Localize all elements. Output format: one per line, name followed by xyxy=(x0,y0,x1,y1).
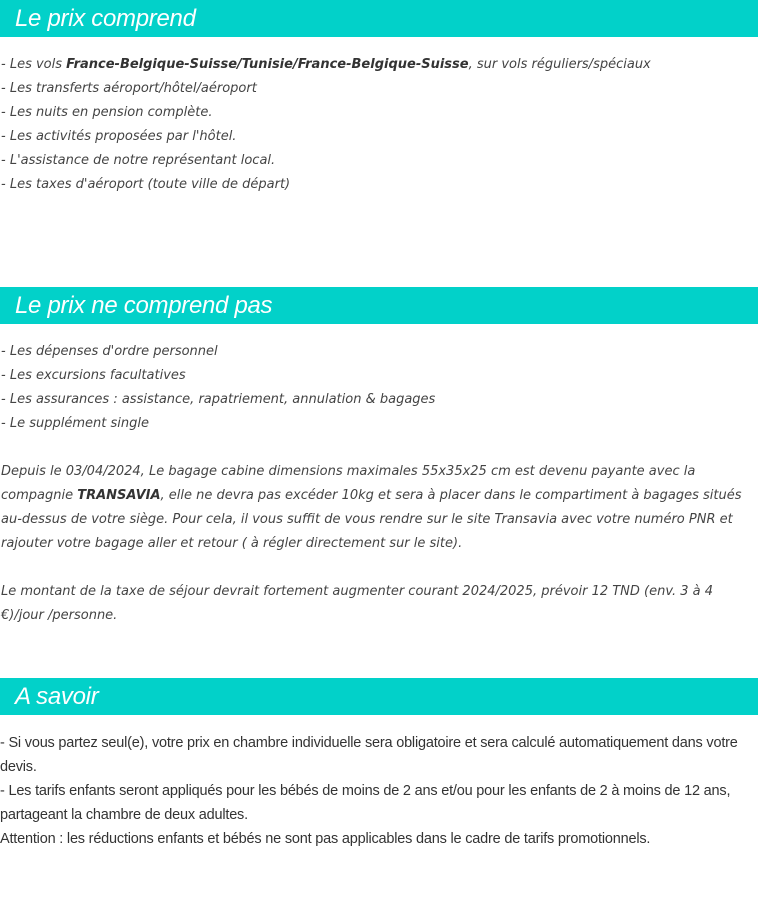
included-item: - Les transferts aéroport/hôtel/aéroport xyxy=(1,81,257,96)
baggage-airline: TRANSAVIA xyxy=(77,488,161,503)
baggage-suffix: , elle ne devra pas excéder 10kg et sera à placer dans le compartiment à bagages situés au-dessus de votre siège. Pour cela, il vous suffit de vous rendre sur le site Transavia avec votre numéro PNR et rajouter votre bagage aller et retour ( à régler directement sur le site). xyxy=(1,488,742,551)
included-item-flights xyxy=(1,53,757,77)
excluded-list xyxy=(1,340,757,436)
a-savoir-line: - Si vous partez seul(e), votre prix en chambre individuelle sera obligatoire et sera calculé automatiquement dans votre devis. xyxy=(0,735,738,775)
included-item: - Les nuits en pension complète. xyxy=(1,105,213,120)
section-heading-a-savoir: A savoir xyxy=(0,678,758,715)
a-savoir-text xyxy=(0,731,758,851)
a-savoir-line: Attention : les réductions enfants et bébés ne sont pas applicables dans le cadre de tarifs promotionnels. xyxy=(0,831,651,847)
flights-route: France-Belgique-Suisse/Tunisie/France-Belgique-Suisse xyxy=(66,57,469,72)
section-heading-prix-ne-comprend-pas: Le prix ne comprend pas xyxy=(0,287,758,324)
included-item: - Les activités proposées par l'hôtel. xyxy=(1,129,237,144)
tax-note-text: Le montant de la taxe de séjour devrait fortement augmenter courant 2024/2025, prévoir 12 TND (env. 3 à 4 €)/jour /personne. xyxy=(1,584,714,623)
included-item: - Les taxes d'aéroport (toute ville de départ) xyxy=(1,177,291,192)
section-heading-prix-comprend: Le prix comprend xyxy=(0,0,758,37)
excluded-item: - Les excursions facultatives xyxy=(1,368,186,383)
excluded-item: - Les assurances : assistance, rapatriement, annulation & bagages xyxy=(1,392,436,407)
flights-prefix: - Les vols xyxy=(1,57,67,72)
included-item: - L'assistance de notre représentant local. xyxy=(1,153,276,168)
a-savoir-line: - Les tarifs enfants seront appliqués pour les bébés de moins de 2 ans et/ou pour les enfants de 2 à moins de 12 ans, partageant la chambre de deux adultes. xyxy=(0,783,731,823)
baggage-note xyxy=(1,460,757,556)
excluded-item: - Le supplément single xyxy=(1,416,149,431)
included-list xyxy=(1,53,757,197)
excluded-item: - Les dépenses d'ordre personnel xyxy=(1,344,218,359)
baggage-prefix: Depuis le 03/04/2024, Le bagage cabine dimensions maximales 55x35x25 cm est devenu payante avec la compagnie xyxy=(1,464,696,503)
tax-note xyxy=(1,580,757,628)
flights-suffix: , sur vols réguliers/spéciaux xyxy=(468,57,651,72)
